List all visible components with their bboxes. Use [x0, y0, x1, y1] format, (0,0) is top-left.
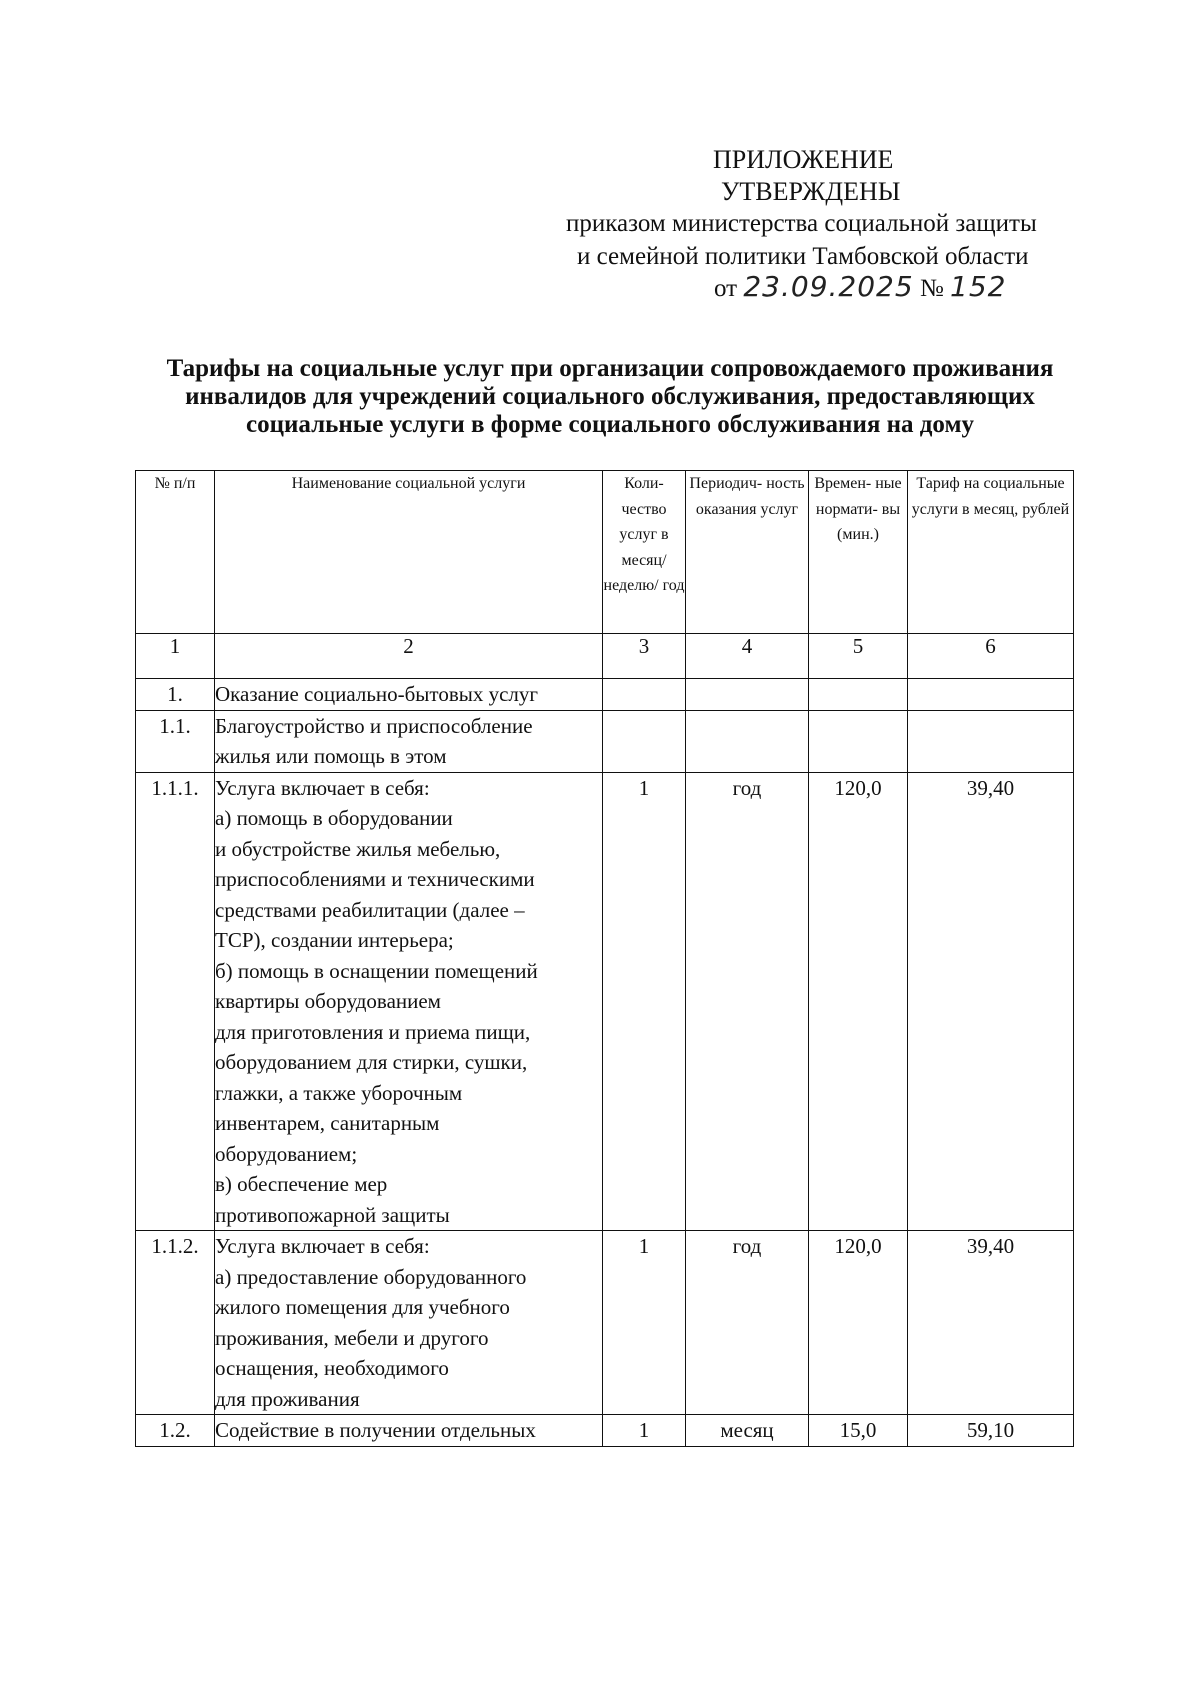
service-name-line: оборудованием;: [215, 1141, 358, 1166]
service-time: 120,0: [809, 1231, 908, 1415]
service-quantity: [603, 679, 686, 711]
service-name-line: а) помощь в оборудовании: [215, 806, 453, 830]
title-line: социальные услуги в форме социального обслуживания на дому: [246, 411, 974, 438]
service-name-line: Услуга включает в себя:: [215, 775, 430, 800]
service-name-line: ТСР), создании интерьера;: [215, 928, 454, 952]
table-row: [136, 772, 1074, 1231]
col-number: 5: [809, 634, 908, 679]
service-quantity: [603, 710, 686, 772]
service-period: [686, 679, 809, 711]
service-name: [215, 679, 603, 711]
service-quantity: 1: [603, 772, 686, 1231]
service-time: 15,0: [809, 1415, 908, 1447]
service-period: [686, 710, 809, 772]
document-title: [130, 355, 1090, 439]
title-line: Тарифы на социальные услуг при организации сопровождаемого проживания: [166, 355, 1054, 382]
service-tariff: [908, 679, 1074, 711]
col-number: 6: [908, 634, 1074, 679]
service-tariff: 39,40: [908, 1231, 1074, 1415]
service-name-line: оборудованием для стирки, сушки,: [215, 1050, 528, 1074]
handwritten-number: 152: [950, 270, 1007, 303]
service-name: [215, 1415, 603, 1447]
service-name-line: жилья или помощь в этом: [215, 744, 447, 768]
service-tariff: 59,10: [908, 1415, 1074, 1447]
service-name-line: оснащения, необходимого: [215, 1356, 449, 1380]
service-name-line: для приготовления и приема пищи,: [215, 1019, 531, 1044]
service-period: год: [686, 1231, 809, 1415]
service-time: [809, 710, 908, 772]
order-date-row: [714, 270, 1007, 303]
service-name-line: б) помощь в оснащении помещений: [215, 958, 538, 983]
table-row: [136, 710, 1074, 772]
title-line: инвалидов для учреждений социального обслуживания, предоставляющих: [185, 383, 1035, 410]
col-header-quantity: Коли- чество услуг в месяц/ неделю/ год: [603, 471, 686, 634]
appendix-title: ПРИЛОЖЕНИЕ: [713, 145, 894, 174]
service-name: [215, 710, 603, 772]
col-header-name: Наименование социальной услуги: [215, 471, 603, 634]
col-header-tariff: Тариф на социальные услуги в месяц, рублей: [908, 471, 1074, 634]
service-time: [809, 679, 908, 711]
col-number: 4: [686, 634, 809, 679]
table-row: [136, 1231, 1074, 1415]
row-number: 1.1.: [136, 710, 215, 772]
service-name-line: в) обеспечение мер: [215, 1172, 388, 1196]
service-name-line: Благоустройство и приспособление: [215, 713, 533, 738]
number-prefix: №: [919, 275, 944, 302]
row-number: 1.2.: [136, 1415, 215, 1447]
col-number: 1: [136, 634, 215, 679]
service-name-line: квартиры оборудованием: [215, 989, 441, 1013]
tariffs-table: [135, 470, 1074, 1447]
row-number: 1.1.1.: [136, 772, 215, 1231]
service-tariff: [908, 710, 1074, 772]
service-name-line: Оказание социально-бытовых услуг: [215, 682, 539, 706]
col-header-number: № п/п: [136, 471, 215, 634]
header-row: [136, 471, 1074, 634]
column-number-row: [136, 634, 1074, 679]
service-name-line: Услуга включает в себя:: [215, 1234, 430, 1258]
service-name-line: жилого помещения для учебного: [215, 1295, 510, 1319]
service-name-line: Содействие в получении отдельных: [215, 1418, 536, 1442]
service-name-line: противопожарной защиты: [215, 1202, 450, 1227]
order-line-2: и семейной политики Тамбовской области: [577, 243, 1029, 270]
service-tariff: 39,40: [908, 772, 1074, 1231]
approved-label: УТВЕРЖДЕНЫ: [721, 177, 901, 206]
table-row: [136, 679, 1074, 711]
table-row: [136, 1415, 1074, 1447]
col-number: 2: [215, 634, 603, 679]
service-quantity: 1: [603, 1415, 686, 1447]
service-name-line: глажки, а также уборочным: [215, 1080, 463, 1105]
service-name-line: а) предоставление оборудованного: [215, 1264, 527, 1289]
col-header-periodicity: Периодич- ность оказания услуг: [686, 471, 809, 634]
service-name: [215, 1231, 603, 1415]
service-name-line: приспособлениями и техническими: [215, 867, 535, 891]
service-name: [215, 772, 603, 1231]
row-number: 1.: [136, 679, 215, 711]
service-period: год: [686, 772, 809, 1231]
service-name-line: для проживания: [215, 1386, 360, 1411]
handwritten-date: 23.09.2025: [743, 270, 914, 303]
service-name-line: инвентарем, санитарным: [215, 1111, 440, 1135]
service-quantity: 1: [603, 1231, 686, 1415]
service-period: месяц: [686, 1415, 809, 1447]
service-name-line: средствами реабилитации (далее –: [215, 897, 525, 922]
service-name-line: и обустройстве жилья мебелью,: [215, 836, 501, 861]
row-number: 1.1.2.: [136, 1231, 215, 1415]
order-line-1: приказом министерства социальной защиты: [566, 210, 1037, 237]
service-time: 120,0: [809, 772, 908, 1231]
service-name-line: проживания, мебели и другого: [215, 1325, 489, 1350]
col-header-time-norm: Времен- ные нормати- вы (мин.): [809, 471, 908, 634]
date-prefix: от: [714, 275, 738, 302]
col-number: 3: [603, 634, 686, 679]
